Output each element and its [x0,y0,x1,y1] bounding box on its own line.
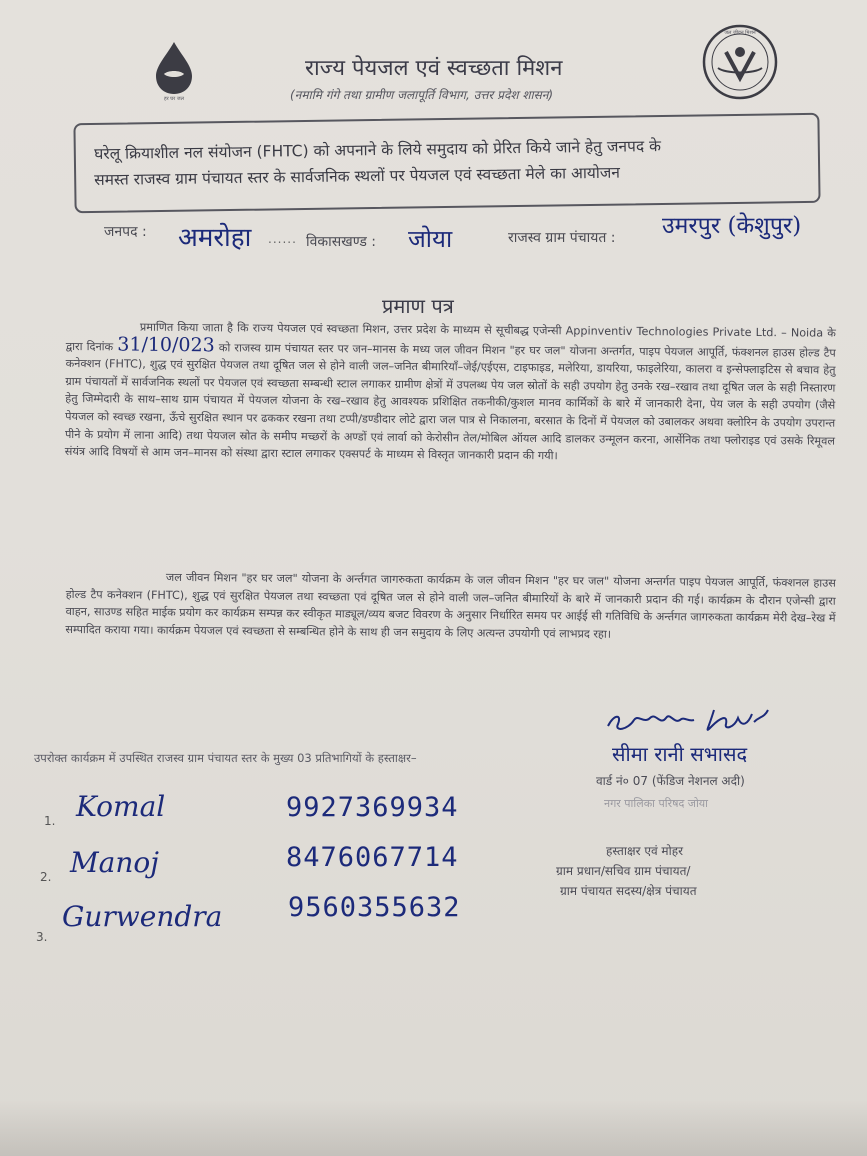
block-value: जोया [408,225,453,253]
attendee-1-name: Komal [76,790,166,823]
paragraph-1-intro: प्रमाणित किया जाता है कि राज्य पेयजल एवं स्वच्छता मिशन, उत्तर प्रदेश के माध्यम से सूचीबद्ध एजेन्सी Appinventiv Technologies Private Ltd. – Noida के द्वारा दिनांक [65,320,836,354]
banner-line-1: घरेलू क्रियाशील नल संयोजन (FHTC) को अपनाने के लिये समुदाय को प्रेरित किये जाने हेतु जनपद के [94,137,662,163]
signatory-ward: वार्ड नं० 07 (फेंडिज नेशनल अदी) [596,774,745,788]
member-caption: ग्राम पंचायत सदस्य/क्षेत्र पंचायत [560,884,697,898]
har-ghar-jal-logo [148,40,200,102]
pradhan-caption: ग्राम प्रधान/सचिव ग्राम पंचायत/ [556,864,691,878]
panchayat-value: उमरपुर (केशुपुर) [662,213,802,239]
attendance-caption: उपरोक्त कार्यक्रम में उपस्थित राजस्व ग्राम पंचायत स्तर के मुख्य 03 प्रतिभागियों के हस्ताक्षर– [34,751,417,765]
handwritten-signature [604,700,774,740]
certificate-title: प्रमाण पत्र [382,294,454,318]
attendee-2-name: Manoj [70,846,159,879]
department-subtitle: (नमामि गंगे तथा ग्रामीण जलापूर्ति विभाग, उत्तर प्रदेश शासन) [290,88,554,102]
district-value: अमरोहा [178,223,252,253]
attendee-3-number: 3. [36,930,48,944]
mission-title: राज्य पेयजल एवं स्वच्छता मिशन [305,56,563,81]
district-dots: ...... [268,232,297,246]
attendee-1-number: 1. [44,814,56,828]
signatory-name: सीमा रानी सभासद [612,742,748,766]
jal-jeevan-mission-logo [696,22,784,102]
certificate-paragraph-2: जल जीवन मिशन "हर घर जल" योजना के अर्न्तगत जागरुकता कार्यक्रम के जल जीवन मिशन "हर घर जल" योजना अन्तर्गत पाइप पेयजल आपूर्ति, फंक्शनल हाउस होल्ड टैप कनेक्शन (FHTC), शुद्ध एवं सुरक्षित पेयजल तथा स्वच्छता एवं दूषित जल से होने वाली जल–जनित बीमारियों के बारे में जानकारी प्रदान की गई। कार्यक्रम के दौरान एजेन्सी द्वारा वाहन, साउण्ड सहित माईक प्रयोग कर कार्यक्रम सम्पन्न कर स्वीकृत माड्यूल/व्यय बजट विवरण के अनुसार निर्धारित समय पर आईई सी गतिविधि के अर्न्तगत जागरुकता कार्यक्रम मेरी देख–रेख में सम्पादित कराया गया। कार्यक्रम पेयजल एवं स्वच्छता से सम्बन्धित होने के साथ ही जन समुदाय के लिए अत्यन्त उपयोगी एवं लाभप्रद रहा। [65,570,836,641]
attendee-2-phone: 8476067714 [286,842,459,873]
event-date: 31/10/023 [117,333,215,356]
banner-line-2: समस्त राजस्व ग्राम पंचायत स्तर के सार्वजनिक स्थलों पर पेयजल एवं स्वच्छता मेले का आयोजन [94,163,621,189]
page-shadow [0,1100,867,1156]
attendee-3-phone: 9560355632 [288,892,461,923]
certificate-paragraph-1 [65,318,836,467]
block-label: विकासखण्ड : [306,234,377,250]
svg-text:जल जीवन मिशन: जल जीवन मिशन [724,30,756,36]
attendee-2-number: 2. [40,870,52,884]
panchayat-label: राजस्व ग्राम पंचायत : [508,230,616,246]
sign-seal-caption: हस्ताक्षर एवं मोहर [606,844,684,858]
faint-stamp-text: नगर पालिका परिषद जोया [604,797,709,810]
attendee-3-name: Gurwendra [62,900,223,933]
district-label: जनपद : [104,224,147,240]
svg-text:हर घर जल: हर घर जल [164,96,184,102]
paragraph-1-body: को राजस्व ग्राम पंचायत स्तर पर जन–मानस के मध्य जल जीवन मिशन "हर घर जल" योजना अन्तर्गत, पाइप पेयजल आपूर्ति, फंक्शनल हाउस होल्ड टैप कनेक्शन (FHTC), शुद्ध एवं सुरक्षित पेयजल तथा दूषित जल से होने वाली जल–जनित बीमारियाँ–जेई/एईएस, टाइफाइड, मलेरिया, डायरिया, फाइलेरिया, कालरा व इन्सेफ्लाइटिस से बचाव हेतु ग्राम पंचायतों में सार्वजनिक स्थलों पर पेयजल एवं स्वच्छता सम्बन्धी स्टाल लगाकर ग्रामीण क्षेत्रों में उपलब्ध पेय जल स्रोतों के सही उपयोग हेतु उनके रख–रखाव तथा दूषित जल के सही निस्तारण हेतु जिम्मेदारी के साथ–साथ ग्राम पंचायत में पेयजल योजना के रख–रखाव हेतु आवश्यक प्रशिक्षित तकनीकी/कुशल मानव कार्मिकों के बारे में जानकारी देना, पेय जल के सही उपयोग (जैसे पेयजल को स्वच्छ रखना, ऊँचे सुरक्षित स्थान पर ढककर रखना तथा टप्पी/डण्डीदार लोटे द्वारा जल पात्र से निकालना, बरसात के दिनों में पेयजल को उबालकर अथवा क्लोरिन के उपयोग उपरान्त पीने के प्रयोग में लाना आदि) तथा पेयजल स्रोत के समीप मच्छरों के अण्डों एवं लार्वा को केरोसीन तेल/मोबिल ऑयल आदि डालकर उन्मूलन करना, आर्सेनिक तथा फ्लोराइड एवं उसके रिमूवल संयंत्र आदि विषयों से आम जन–मानस को संस्था द्वारा स्टाल लगाकर एक्सपर्ट के माध्यम से विस्तृत जानकारी प्रदान की गयी। [64,340,836,463]
attendee-1-phone: 9927369934 [286,792,459,823]
